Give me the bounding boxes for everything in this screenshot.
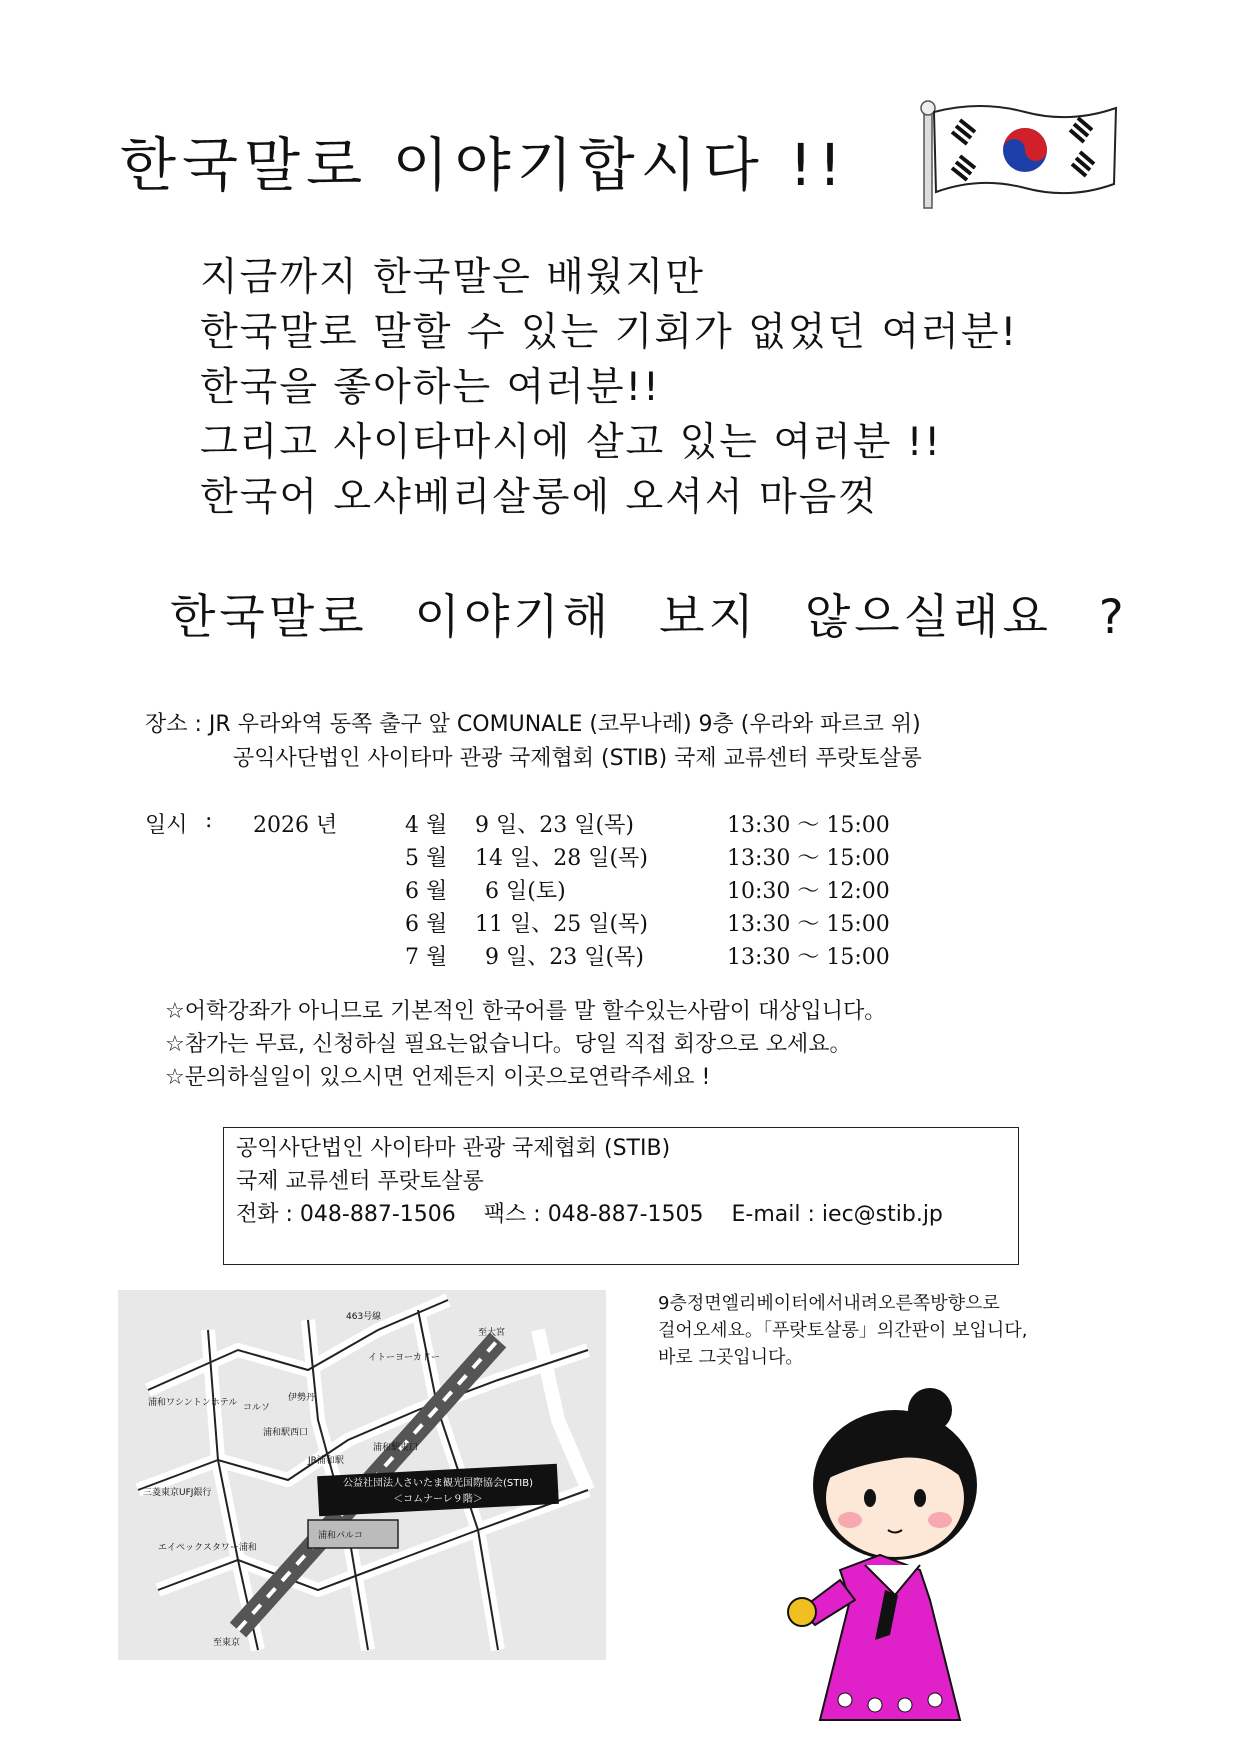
schedule-days: 9 일、23 일(목) [485, 945, 644, 970]
contact-box [223, 1127, 1019, 1265]
place-line1: JR 우라와역 동쪽 출구 앞 COMUNALE (코무나레) 9층 (우라와 파르코 위) [208, 712, 921, 737]
schedule-label: 일시 [145, 813, 188, 838]
directions-line: 바로 그곳입니다。 [658, 1347, 804, 1368]
intro-text [200, 250, 1018, 525]
intro-line: 한국을 좋아하는 여러분!! [200, 365, 661, 410]
note-item: ☆문의하실일이 있으시면 언제든지 이곳으로연락주세요 ! [165, 1065, 711, 1090]
map-label: エイペックスタワー浦和 [158, 1543, 257, 1553]
map-label: 至東京 [213, 1638, 241, 1648]
tel-label: 전화 : [236, 1202, 293, 1227]
map-label: 浦和駅西口 [263, 1428, 309, 1438]
intro-line: 한국말로 말할 수 있는 기회가 없었던 여러분! [200, 310, 1019, 355]
location-map [118, 1290, 606, 1660]
schedule-month: 4 월 [405, 813, 448, 838]
schedule: 일시 : 2026 년 4 월 9 일、23 일(목) 13:30 ～ 15:00 5 월 14 일、28 일(목) 13:30 ～ 15:00 6 월 6 일(토) 10:30 ～ 12:00 6 월 11 일、25 일(목) 13:30 ～ 15:00 7 월 9 일、23 일(목) 13:30 ～ 15:00 [145, 808, 945, 973]
schedule-month: 7 월 [405, 945, 448, 970]
schedule-month: 6 월 [405, 879, 448, 904]
map-road-label: 463号線 [346, 1312, 382, 1322]
map-label: 伊勢丹 [288, 1393, 316, 1403]
korean-flag-icon [920, 100, 1120, 210]
schedule-time: 13:30 ～ 15:00 [727, 813, 890, 838]
intro-line: 그리고 사이타마시에 살고 있는 여러분 !! [200, 420, 943, 465]
hanbok-girl-illustration [780, 1380, 1010, 1735]
map-station-line: JR浦和駅 [308, 1456, 344, 1466]
map-label: 至大宮 [478, 1328, 506, 1338]
schedule-row [145, 874, 945, 907]
schedule-days: 6 일(토) [485, 879, 566, 904]
notes [165, 995, 886, 1094]
note-item: ☆어학강좌가 아니므로 기본적인 한국어를 말 할수있는사람이 대상입니다。 [165, 999, 887, 1024]
map-callout-line2: ＜コムナーレ９階＞ [393, 1494, 483, 1505]
place-label: 장소 [145, 712, 188, 737]
note-item: ☆참가는 무료, 신청하실 필요는없습니다。당일 직접 회장으로 오세요。 [165, 1032, 852, 1057]
map-label: 浦和ワシントンホテル [148, 1398, 238, 1408]
schedule-days: 11 일、25 일(목) [475, 912, 648, 937]
contact-org: 공익사단법인 사이타마 관광 국제협회 (STIB) [236, 1136, 671, 1161]
schedule-row [145, 940, 945, 973]
tel-number: 048-887-1506 [299, 1202, 456, 1227]
map-label: コルソ [243, 1403, 271, 1413]
intro-line: 지금까지 한국말은 배웠지만 [200, 255, 705, 300]
schedule-year: 2026 년 [253, 813, 338, 838]
schedule-time: 10:30 ～ 12:00 [727, 879, 890, 904]
map-callout-line1: 公益社団法人さいたま観光国際協会(STIB) [342, 1478, 534, 1489]
contact-center: 국제 교류센터 푸랏토살롱 [236, 1169, 484, 1194]
schedule-row [145, 841, 945, 874]
directions-line: 걸어오세요。「푸랏토살롱」의간판이 보입니다, [658, 1320, 1028, 1341]
page-title: 한국말로 이야기합시다 !! [120, 131, 848, 199]
directions [658, 1290, 1027, 1371]
schedule-days: 14 일、28 일(목) [475, 846, 648, 871]
map-label: 浦和パルコ [318, 1531, 364, 1541]
place-info: 장소 : JR 우라와역 동쪽 출구 앞 COMUNALE (코무나레) 9층 (우라와 파르코 위) 공익사단법인 사이타마 관광 국제협회 (STIB) 국제 교류센터 푸랏토살롱 [145, 708, 922, 776]
subtitle: 한국말로 이야기해 보지 않으실래요 ? [170, 590, 1128, 645]
schedule-row [145, 907, 945, 940]
schedule-days: 9 일、23 일(목) [475, 813, 634, 838]
schedule-time: 13:30 ～ 15:00 [727, 912, 890, 937]
map-label: イトーヨーカドー [368, 1353, 440, 1363]
email-label: E-mail : [731, 1202, 815, 1227]
schedule-month: 5 월 [405, 846, 448, 871]
map-label: 三菱東京UFJ銀行 [143, 1488, 212, 1498]
directions-line: 9층정면엘리베이터에서내려오른쪽방향으로 [658, 1293, 1000, 1314]
place-line2: 공익사단법인 사이타마 관광 국제협회 (STIB) 국제 교류센터 푸랏토살롱 [233, 746, 922, 771]
schedule-time: 13:30 ～ 15:00 [727, 846, 890, 871]
schedule-time: 13:30 ～ 15:00 [727, 945, 890, 970]
map-label: 浦和駅東口 [373, 1443, 419, 1453]
fax-number: 048-887-1505 [547, 1202, 704, 1227]
email-address[interactable]: iec@stib.jp [821, 1202, 943, 1227]
schedule-month: 6 월 [405, 912, 448, 937]
intro-line: 한국어 오샤베리살롱에 오셔서 마음껏 [200, 475, 878, 520]
fax-label: 팩스 : [483, 1202, 541, 1227]
